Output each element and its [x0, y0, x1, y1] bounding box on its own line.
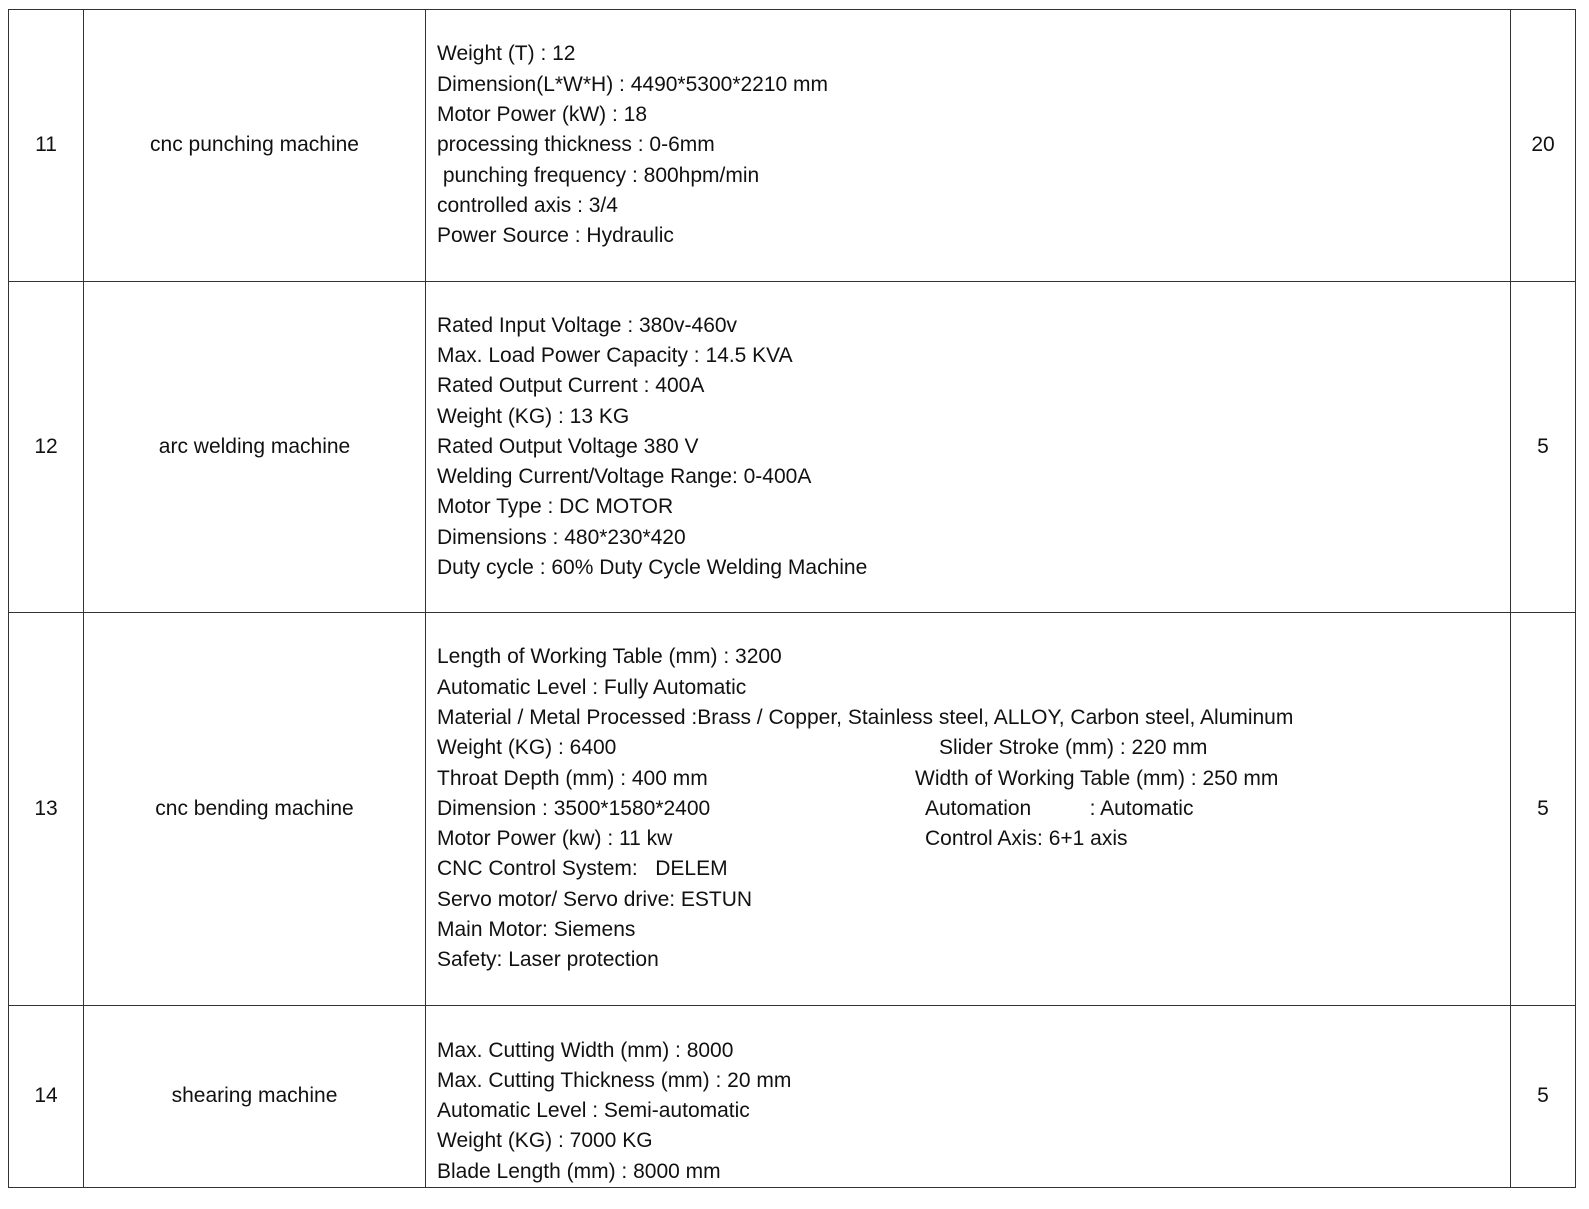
spec-line: processing thickness : 0-6mm [437, 133, 715, 157]
spec-text: Motor Power (kw) : 11 kw [437, 827, 673, 851]
spec-cell [426, 10, 1511, 282]
spec-line: Blade Length (mm) : 8000 mm [437, 1159, 721, 1183]
spec-list [437, 642, 1510, 975]
spec-text: Dimension : 3500*1580*2400 [437, 796, 711, 820]
spec-cell [426, 613, 1511, 1006]
spec-text-secondary: Width of Working Table (mm) : 250 mm [915, 766, 1279, 790]
spec-line [437, 915, 1510, 945]
spec-text: Material / Metal Processed :Brass / Copper, Stainless steel, ALLOY, Carbon steel, Aluminum [437, 705, 1294, 729]
spec-line: punching frequency : 800hpm/min [437, 163, 760, 187]
spec-line: Rated Input Voltage : 380v-460v [437, 313, 738, 337]
spec-line: Rated Output Current : 400A [437, 374, 705, 398]
spec-line: Welding Current/Voltage Range: 0-400A [437, 465, 812, 489]
quantity: 5 [1511, 613, 1576, 1006]
table-row [9, 613, 1576, 1006]
spec-text: Throat Depth (mm) : 400 mm [437, 766, 708, 790]
spec-line [437, 794, 1510, 824]
spec-text: CNC Control System: DELEM [437, 857, 728, 881]
machine-name: arc welding machine [84, 282, 426, 613]
table-row [9, 1006, 1576, 1188]
spec-list [437, 311, 1510, 584]
spec-line: Duty cycle : 60% Duty Cycle Welding Machine [437, 556, 868, 580]
spec-line [437, 733, 1510, 763]
spec-cell [426, 282, 1511, 613]
spec-cell [426, 1006, 1511, 1188]
spec-line: Rated Output Voltage 380 V [437, 434, 699, 458]
quantity: 20 [1511, 10, 1576, 282]
spec-line: Max. Cutting Thickness (mm) : 20 mm [437, 1068, 792, 1092]
spec-line: controlled axis : 3/4 [437, 193, 618, 217]
spec-line [437, 885, 1510, 915]
equipment-spec-table [8, 9, 1576, 1188]
spec-line [437, 673, 1510, 703]
row-number: 13 [9, 613, 84, 1006]
spec-line: Dimension(L*W*H) : 4490*5300*2210 mm [437, 72, 829, 96]
spec-text-secondary: Control Axis: 6+1 axis [925, 827, 1128, 851]
spec-line: Weight (T) : 12 [437, 42, 576, 66]
row-number: 11 [9, 10, 84, 282]
spec-line: Max. Load Power Capacity : 14.5 KVA [437, 343, 793, 367]
spec-text: Safety: Laser protection [437, 948, 659, 972]
table-row [9, 10, 1576, 282]
spec-line [437, 854, 1510, 884]
spec-list [437, 39, 1510, 251]
spec-line [437, 703, 1510, 733]
spec-text: Main Motor: Siemens [437, 918, 636, 942]
spec-list [437, 1036, 1510, 1187]
spec-line [437, 642, 1510, 672]
spec-line: Motor Power (kW) : 18 [437, 103, 648, 127]
spec-line: Dimensions : 480*230*420 [437, 525, 686, 549]
spec-text: Servo motor/ Servo drive: ESTUN [437, 887, 753, 911]
machine-name: cnc bending machine [84, 613, 426, 1006]
spec-line: Weight (KG) : 13 KG [437, 404, 630, 428]
spec-line: Max. Cutting Width (mm) : 8000 [437, 1038, 734, 1062]
row-number: 14 [9, 1006, 84, 1188]
machine-name: shearing machine [84, 1006, 426, 1188]
quantity: 5 [1511, 282, 1576, 613]
spec-text-secondary: Slider Stroke (mm) : 220 mm [939, 736, 1208, 760]
quantity: 5 [1511, 1006, 1576, 1188]
table-row [9, 282, 1576, 613]
spec-line [437, 764, 1510, 794]
spec-text: Automatic Level : Fully Automatic [437, 675, 747, 699]
spec-text: Weight (KG) : 6400 [437, 736, 617, 760]
spec-line [437, 945, 1510, 975]
spec-text-secondary: Automation : Automatic [925, 796, 1194, 820]
spec-line: Weight (KG) : 7000 KG [437, 1129, 653, 1153]
spec-line [437, 824, 1510, 854]
machine-name: cnc punching machine [84, 10, 426, 282]
row-number: 12 [9, 282, 84, 613]
spec-line: Motor Type : DC MOTOR [437, 495, 674, 519]
spec-line: Automatic Level : Semi-automatic [437, 1099, 750, 1123]
spec-text: Length of Working Table (mm) : 3200 [437, 645, 782, 669]
spec-line: Power Source : Hydraulic [437, 224, 674, 248]
